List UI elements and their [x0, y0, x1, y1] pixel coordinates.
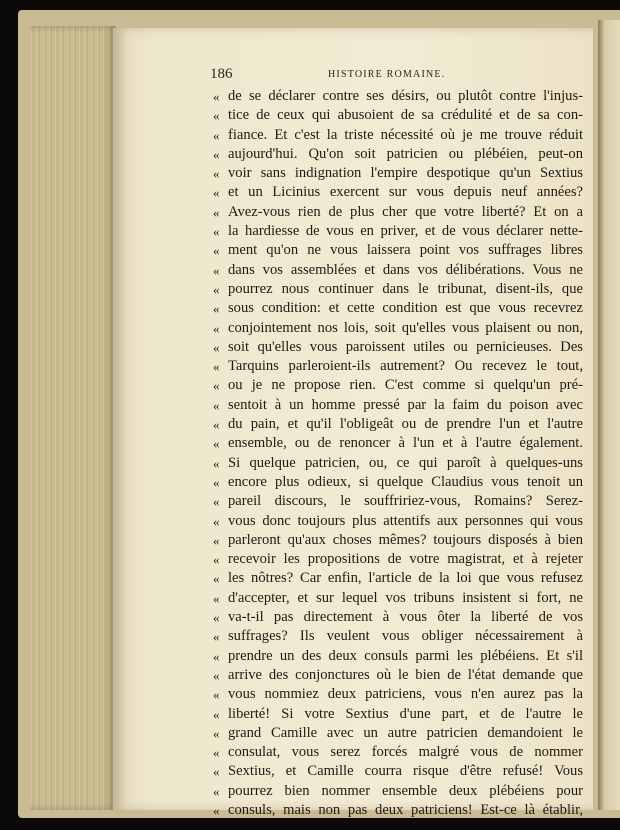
- quote-mark: «: [213, 320, 220, 336]
- text-line: [213, 434, 583, 453]
- line-text: Tarquins parleroient-ils autrement? Ou recevez le tout,: [228, 358, 583, 375]
- line-text: arrive des conjonctures où le bien de l'état demande que: [228, 666, 583, 683]
- text-line: [213, 647, 583, 666]
- quote-mark: «: [213, 89, 220, 104]
- line-text: dans vos assemblées et dans vos délibérations. Vous ne: [228, 261, 583, 278]
- text-line: [213, 357, 583, 376]
- text-line: [213, 203, 583, 222]
- quote-mark: «: [213, 552, 220, 568]
- line-text: parleront qu'aux choses mêmes? toujours disposés à bien: [228, 531, 583, 548]
- text-line: [213, 608, 583, 627]
- quote-mark: «: [213, 397, 220, 413]
- line-text: va-t-il pas directement à vous ôter la liberté de vos: [228, 609, 583, 626]
- quote-mark: «: [213, 571, 220, 587]
- quote-mark: «: [213, 301, 220, 317]
- page-number: 186: [210, 66, 233, 82]
- line-text: de se déclarer contre ses désirs, ou plutôt contre l'injus-: [228, 88, 583, 104]
- line-text: grand Camille avec un autre patricien demandoient le: [228, 724, 583, 741]
- quote-mark: «: [213, 417, 220, 433]
- quote-mark: «: [213, 166, 220, 182]
- line-text: recevoir les propositions de votre magistrat, et à rejeter: [228, 551, 583, 568]
- quote-mark: «: [213, 146, 220, 162]
- quote-mark: «: [213, 185, 220, 201]
- text-line: [213, 666, 583, 685]
- quote-mark: «: [213, 687, 220, 703]
- text-line: [213, 512, 583, 531]
- quote-mark: «: [213, 725, 220, 741]
- line-text: ment qu'on ne vous laissera point vos suffrages libres: [228, 242, 583, 259]
- quote-mark: «: [213, 610, 220, 626]
- text-line: [213, 261, 583, 280]
- text-line: [213, 222, 583, 241]
- line-text: pourrez nous continuer dans le tribunat, disent-ils, que: [228, 280, 583, 297]
- quote-mark: «: [213, 127, 220, 143]
- text-line: [213, 183, 583, 202]
- line-text: pareil discours, le souffririez-vous, Romains? Serez-: [228, 493, 583, 510]
- line-text: prendre un des deux consuls parmi les plébéiens. Et s'il: [228, 647, 583, 664]
- quote-mark: «: [213, 455, 220, 471]
- quote-mark: «: [213, 629, 220, 645]
- text-line: [213, 801, 583, 820]
- text-line: [213, 569, 583, 588]
- quote-mark: «: [213, 224, 220, 240]
- body-text: [213, 87, 583, 820]
- text-line: [213, 589, 583, 608]
- quote-mark: «: [213, 745, 220, 761]
- quote-mark: «: [213, 802, 220, 818]
- text-line: [213, 762, 583, 781]
- quote-mark: «: [213, 783, 220, 799]
- facing-page-edge: [598, 20, 620, 810]
- line-text: la hardiesse de vous en priver, et de vous déclarer nette-: [228, 223, 583, 240]
- line-text: suffrages? Ils veulent vous obliger nécessairement à: [228, 628, 583, 645]
- text-line: [213, 454, 583, 473]
- line-text: voir sans indignation l'empire despotique qu'un Sextius: [228, 165, 583, 182]
- page-header: [210, 66, 580, 82]
- text-line: [213, 280, 583, 299]
- text-line: [213, 473, 583, 492]
- line-text: Si quelque patricien, ou, ce qui paroît à quelques-uns: [228, 454, 583, 471]
- quote-mark: «: [213, 436, 220, 452]
- text-line: [213, 743, 583, 762]
- running-title: HISTOIRE ROMAINE.: [328, 69, 446, 80]
- line-text: consuls, mais non pas deux patriciens! Est-ce là établir,: [228, 801, 583, 818]
- quote-mark: «: [213, 243, 220, 259]
- text-line: [213, 724, 583, 743]
- line-text: aujourd'hui. Qu'on soit patricien ou plébéien, peut-on: [228, 145, 583, 162]
- line-text: encore plus odieux, si quelque Claudius vous tenoit un: [228, 473, 583, 490]
- quote-mark: «: [213, 474, 220, 490]
- text-line: [213, 396, 583, 415]
- line-text: consulat, vous serez forcés malgré vous de nommer: [228, 744, 583, 761]
- quote-mark: «: [213, 590, 220, 606]
- text-line: [213, 415, 583, 434]
- text-line: [213, 319, 583, 338]
- text-line: [213, 376, 583, 395]
- text-line: [213, 492, 583, 511]
- line-text: vous nommiez deux patriciens, vous n'en aurez pas la: [228, 686, 583, 703]
- quote-mark: «: [213, 513, 220, 529]
- text-line: [213, 685, 583, 704]
- text-line: [213, 299, 583, 318]
- line-text: du pain, et qu'il l'obligeât ou de prendre l'un et l'autre: [228, 416, 583, 433]
- text-line: [213, 550, 583, 569]
- quote-mark: «: [213, 764, 220, 780]
- line-text: sentoit à un homme pressé par la faim du poison avec: [228, 396, 583, 413]
- quote-mark: «: [213, 204, 220, 220]
- line-text: d'accepter, et sur lequel vos tribuns insistent si fort, ne: [228, 589, 583, 606]
- line-text: vous donc toujours plus attentifs aux personnes qui vous: [228, 512, 583, 529]
- quote-mark: «: [213, 359, 220, 375]
- line-text: Avez-vous rien de plus cher que votre liberté? Et on a: [228, 203, 583, 220]
- quote-mark: «: [213, 706, 220, 722]
- text-line: [213, 627, 583, 646]
- quote-mark: «: [213, 108, 220, 124]
- text-line: [213, 782, 583, 801]
- line-text: fiance. Et c'est la triste nécessité où je me trouve réduit: [228, 126, 583, 143]
- line-text: ensemble, ou de renoncer à l'un et à l'autre également.: [228, 435, 583, 452]
- page-edges: [30, 26, 116, 810]
- line-text: les nôtres? Car enfin, l'article de la loi que vous refusez: [228, 570, 583, 587]
- line-text: pourrez bien nommer ensemble deux plébéiens pour: [228, 782, 583, 799]
- quote-mark: «: [213, 494, 220, 510]
- line-text: tice de ceux qui abusoient de sa crédulité et de sa con-: [228, 107, 583, 124]
- line-text: sous condition: et cette condition est que vous recevrez: [228, 300, 583, 317]
- text-line: [213, 705, 583, 724]
- text-line: [213, 87, 583, 106]
- quote-mark: «: [213, 648, 220, 664]
- text-line: [213, 241, 583, 260]
- line-text: Sextius, et Camille courra risque d'être refusé! Vous: [228, 763, 583, 780]
- quote-mark: «: [213, 667, 220, 683]
- line-text: et un Licinius exercent sur vous depuis neuf années?: [228, 184, 583, 201]
- quote-mark: «: [213, 262, 220, 278]
- text-line: [213, 126, 583, 145]
- text-line: [213, 164, 583, 183]
- quote-mark: «: [213, 378, 220, 394]
- line-text: liberté! Si votre Sextius d'une part, et de l'autre le: [228, 705, 583, 722]
- line-text: soit qu'elles vous paroissent utiles ou pernicieuses. Des: [228, 338, 583, 355]
- quote-mark: «: [213, 532, 220, 548]
- text-line: [213, 338, 583, 357]
- line-text: ou je ne propose rien. C'est comme si quelqu'un pré-: [228, 377, 583, 394]
- text-line: [213, 531, 583, 550]
- quote-mark: «: [213, 281, 220, 297]
- line-text: conjointement nos lois, soit qu'elles vous plaisent ou non,: [228, 319, 583, 336]
- quote-mark: «: [213, 339, 220, 355]
- text-line: [213, 106, 583, 125]
- text-line: [213, 145, 583, 164]
